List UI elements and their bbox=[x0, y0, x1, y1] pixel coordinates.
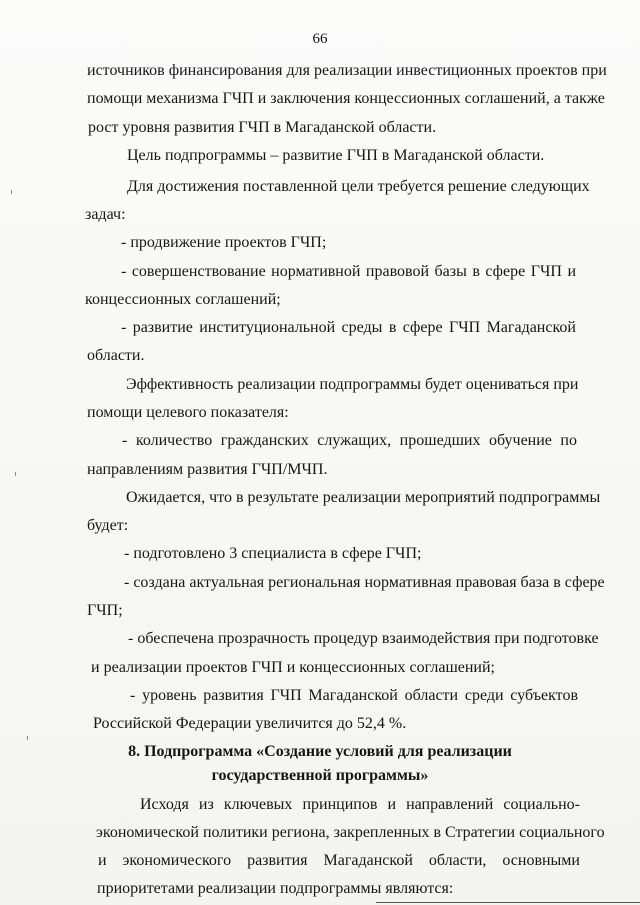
list-item: - обеспечена прозрачность процедур взаимодействия при подготовке bbox=[128, 630, 599, 647]
text-line: задач: bbox=[85, 206, 126, 223]
text-line: Российской Федерации увеличится до 52,4 %. bbox=[93, 715, 407, 732]
section-heading-line-1: 8. Подпрограмма «Создание условий для реализации bbox=[128, 743, 512, 760]
text-line: будет: bbox=[87, 517, 129, 534]
text-line: Цель подпрограммы – развитие ГЧП в Магаданской области. bbox=[127, 147, 545, 164]
page-number: 66 bbox=[312, 31, 328, 47]
text-line: Исходя из ключевых принципов и направлений социально- bbox=[140, 796, 580, 813]
text-line: и экономического развития Магаданской области, основными bbox=[98, 852, 580, 869]
list-item: - количество гражданских служащих, прошедших обучение по bbox=[122, 432, 577, 449]
list-item: - развитие институциональной среды в сфере ГЧП Магаданской bbox=[121, 319, 576, 336]
text-line: области. bbox=[87, 347, 145, 364]
list-item: - совершенствование нормативной правовой базы в сфере ГЧП и bbox=[121, 263, 576, 280]
text-line: и реализации проектов ГЧП и концессионных соглашений; bbox=[91, 659, 495, 676]
scan-mark bbox=[11, 190, 12, 194]
text-line: концессионных соглашений; bbox=[85, 291, 281, 308]
list-item: - продвижение проектов ГЧП; bbox=[121, 234, 327, 251]
text-line: ГЧП; bbox=[87, 602, 123, 619]
list-item: - уровень развития ГЧП Магаданской области среди субъектов bbox=[130, 687, 578, 704]
scan-mark bbox=[27, 736, 28, 740]
scan-mark bbox=[15, 472, 16, 476]
section-heading-line-2: государственной программы» bbox=[211, 767, 429, 784]
list-item: - создана актуальная региональная нормативная правовая база в сфере bbox=[124, 574, 605, 591]
text-line: рост уровня развития ГЧП в Магаданской области. bbox=[88, 119, 437, 136]
text-line: Ожидается, что в результате реализации мероприятий подпрограммы bbox=[126, 489, 601, 506]
text-line: помощи механизма ГЧП и заключения концессионных соглашений, а также bbox=[87, 90, 605, 107]
text-line: помощи целевого показателя: bbox=[87, 404, 289, 421]
scan-edge-line bbox=[376, 902, 640, 903]
text-line: Для достижения поставленной цели требуется решение следующих bbox=[127, 178, 590, 195]
text-line: экономической политики региона, закрепленных в Стратегии социального bbox=[96, 824, 605, 841]
text-line: приоритетами реализации подпрограммы являются: bbox=[97, 880, 454, 897]
list-item: - подготовлено 3 специалиста в сфере ГЧП; bbox=[124, 545, 422, 562]
text-line: Эффективность реализации подпрограммы будет оцениваться при bbox=[126, 376, 579, 393]
text-line: источников финансирования для реализации инвестиционных проектов при bbox=[87, 62, 607, 79]
text-line: направлениям развития ГЧП/МЧП. bbox=[87, 461, 328, 478]
